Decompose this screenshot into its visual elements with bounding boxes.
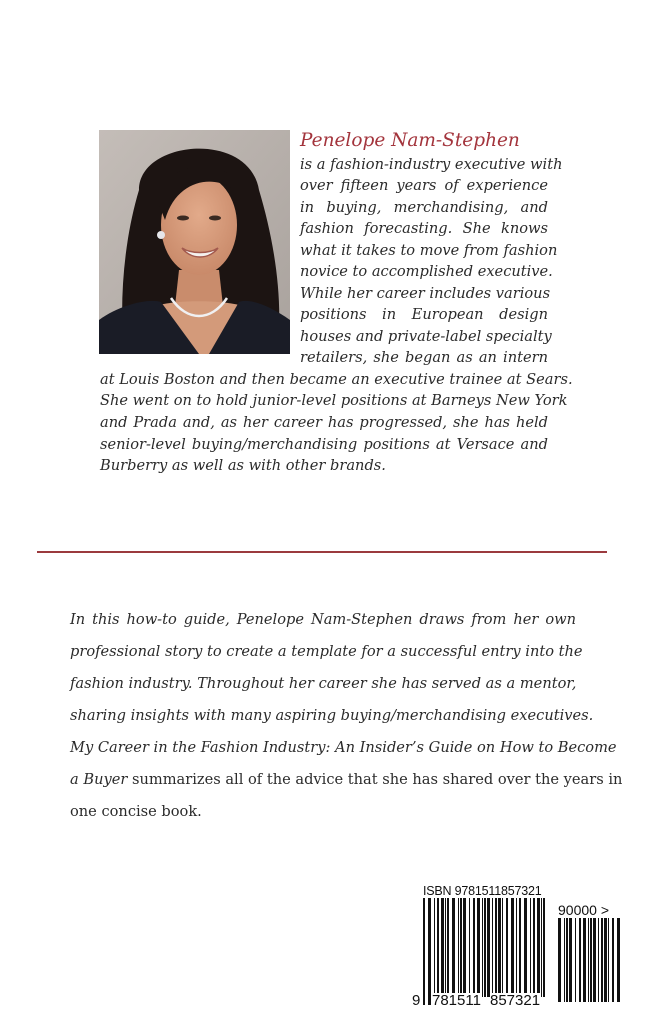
barcode-digits-left: 781511 xyxy=(432,992,481,1009)
price-addon-label: 90000 > xyxy=(558,902,609,918)
barcode-bar xyxy=(530,898,531,997)
book-title-text: My Career in the Fashion Industry: An Insider’s Guide on How to Become xyxy=(70,739,617,756)
barcode-bar xyxy=(588,918,589,1002)
barcode-bar xyxy=(487,898,490,997)
description-line xyxy=(70,675,576,693)
isbn-label: ISBN 9781511857321 xyxy=(423,884,542,898)
bio-line: houses and private-label specialty xyxy=(300,328,552,345)
barcode-bar xyxy=(458,898,459,997)
barcode-bar xyxy=(469,898,470,997)
barcode-bar xyxy=(492,898,493,997)
barcode-bar xyxy=(541,898,542,997)
barcode-bar xyxy=(604,918,607,1002)
description-line xyxy=(70,803,576,821)
description-line xyxy=(70,611,576,629)
barcode-bar xyxy=(452,898,455,997)
book-title-text: a Buyer xyxy=(70,771,128,788)
barcode-bar xyxy=(502,898,503,997)
barcode-bar xyxy=(473,898,475,997)
section-divider xyxy=(37,551,607,553)
description-text: sharing insights with many aspiring buying/merchandising executives. xyxy=(70,707,594,724)
barcode-bar xyxy=(498,898,501,1005)
barcode-bar xyxy=(519,898,521,997)
description-text: In this how-to guide, Penelope Nam-Stephen draws from her own xyxy=(70,611,576,628)
barcode-bar xyxy=(447,898,449,997)
barcode-bar xyxy=(511,898,514,997)
bio-line: is a fashion-industry executive with xyxy=(300,156,563,173)
description-text: summarizes all of the advice that she has shared over the years in xyxy=(127,771,623,788)
bio-line: and Prada and, as her career has progressed, she has held xyxy=(100,414,548,431)
barcode-bar xyxy=(423,898,425,1005)
bio-line: While her career includes various xyxy=(300,285,551,302)
author-name: Penelope Nam-Stephen xyxy=(300,130,520,151)
description-text: fashion industry. Throughout her career she has served as a mentor, xyxy=(70,675,577,692)
barcode-bar xyxy=(612,918,614,1002)
barcode-bar xyxy=(524,898,527,997)
bio-line: over fifteen years of experience xyxy=(300,177,548,194)
description-text: professional story to create a template for a successful entry into the xyxy=(70,643,583,660)
barcode-bar xyxy=(601,918,603,1002)
isbn-barcode xyxy=(410,880,640,1020)
bio-line: in buying, merchandising, and xyxy=(300,199,548,216)
barcode-bar xyxy=(441,898,444,997)
barcode-bar xyxy=(566,918,568,1002)
barcode-digits-right: 857321 xyxy=(490,992,541,1009)
barcode-bar xyxy=(598,918,599,1002)
barcode-bar xyxy=(593,918,596,1002)
description-line xyxy=(70,707,594,725)
barcode-bar xyxy=(575,918,576,1002)
barcode-bar xyxy=(617,918,620,1002)
bio-line: She went on to hold junior-level positions at Barneys New York xyxy=(100,392,568,409)
barcode-bar xyxy=(516,898,517,997)
barcode-bar xyxy=(484,898,486,997)
description-line xyxy=(70,771,623,789)
bio-line: senior-level buying/merchandising positions at Versace and xyxy=(100,436,548,453)
barcode-bar xyxy=(608,918,609,1002)
description-line xyxy=(70,643,583,661)
bio-line: retailers, she began as an intern xyxy=(300,349,548,366)
barcode-bar xyxy=(558,918,561,1002)
bio-line: what it takes to move from fashion xyxy=(300,242,558,259)
description-line xyxy=(70,739,617,757)
bio-line: fashion forecasting. She knows xyxy=(300,220,548,237)
barcode-bar xyxy=(569,918,572,1002)
barcode-bar xyxy=(428,898,431,1005)
barcode-bar xyxy=(477,898,480,997)
barcode-bar xyxy=(579,918,581,1002)
bio-line: at Louis Boston and then became an executive trainee at Sears. xyxy=(100,371,573,388)
barcode-bar xyxy=(590,918,592,1002)
barcode-bar xyxy=(533,898,535,997)
barcode-bar xyxy=(434,898,435,997)
bio-line: novice to accomplished executive. xyxy=(300,263,553,280)
barcode-bar xyxy=(543,898,545,997)
bio-line: positions in European design xyxy=(300,306,548,323)
description-text: one concise book. xyxy=(70,803,202,820)
barcode-bar xyxy=(463,898,466,997)
barcode-bar xyxy=(583,918,586,1002)
barcode-bar xyxy=(482,898,483,997)
barcode-bar xyxy=(460,898,462,997)
barcode-bar xyxy=(495,898,497,1005)
barcode-bar xyxy=(564,918,565,1002)
bio-line: Burberry as well as with other brands. xyxy=(100,457,386,474)
barcode-digit-first: 9 xyxy=(412,992,421,1009)
barcode-bar xyxy=(537,898,540,997)
barcode-bar xyxy=(445,898,446,997)
barcode-bar xyxy=(437,898,439,997)
barcode-bar xyxy=(506,898,508,997)
